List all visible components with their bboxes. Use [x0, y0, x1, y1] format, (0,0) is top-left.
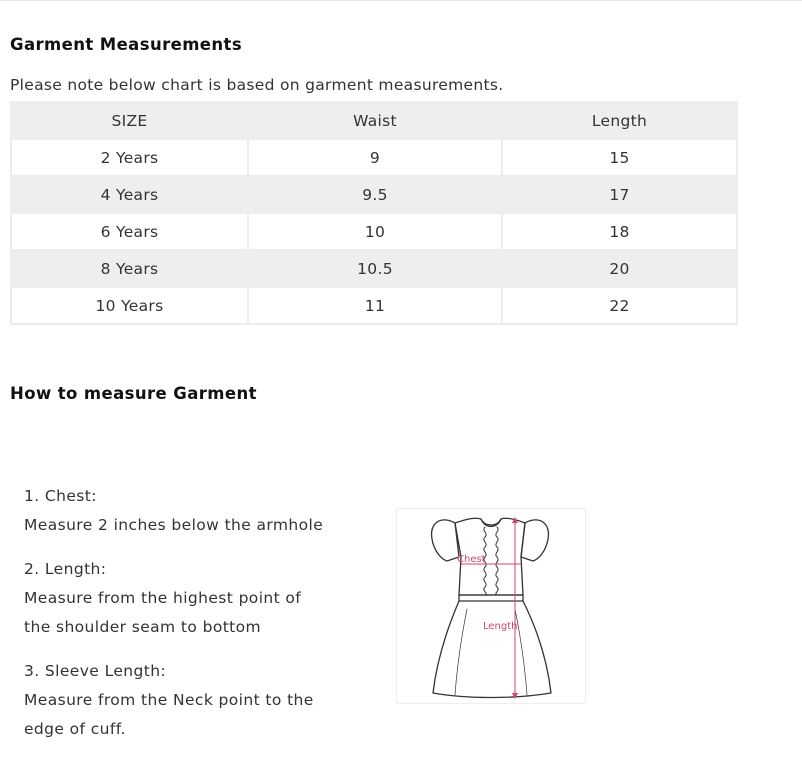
- size-chart-table: [10, 101, 738, 325]
- size-cell: 4 Years: [11, 176, 248, 213]
- garment-measurements-heading: Garment Measurements: [10, 35, 243, 54]
- measurement-diagram: [396, 508, 586, 704]
- top-divider: [0, 0, 802, 1]
- table-row: [11, 176, 737, 213]
- how-to-measure-heading: How to measure Garment: [10, 384, 257, 403]
- table-row: [11, 139, 737, 176]
- waist-cell: 9: [248, 139, 502, 176]
- instruction-text: Measure from the Neck point to the: [24, 691, 314, 709]
- table-row: [11, 213, 737, 250]
- instruction-text: edge of cuff.: [24, 720, 126, 738]
- instruction-title: 3. Sleeve Length:: [24, 662, 167, 680]
- waist-cell: 11: [248, 287, 502, 324]
- waist-cell: 10.5: [248, 250, 502, 287]
- measure-instructions: [24, 482, 384, 759]
- length-cell: 22: [502, 287, 737, 324]
- length-cell: 17: [502, 176, 737, 213]
- chest-label: Chest: [457, 554, 486, 565]
- table-row: [11, 287, 737, 324]
- instruction-title: 1. Chest:: [24, 487, 97, 505]
- instruction-text: Measure 2 inches below the armhole: [24, 516, 324, 534]
- instruction-text: the shoulder seam to bottom: [24, 618, 262, 636]
- size-cell: 6 Years: [11, 213, 248, 250]
- column-header-length: Length: [502, 102, 737, 139]
- size-cell: 8 Years: [11, 250, 248, 287]
- skirt-shape: [433, 601, 551, 698]
- waist-cell: 10: [248, 213, 502, 250]
- waist-cell: 9.5: [248, 176, 502, 213]
- length-cell: 20: [502, 250, 737, 287]
- dress-diagram-icon: [397, 509, 585, 703]
- instruction-title: 2. Length:: [24, 560, 107, 578]
- chart-note: Please note below chart is based on garment measurements.: [10, 76, 504, 94]
- table-header-row: [11, 102, 737, 139]
- instruction-text: Measure from the highest point of: [24, 589, 302, 607]
- waistband-shape: [459, 595, 523, 601]
- instruction-chest: [24, 482, 384, 540]
- length-cell: 15: [502, 139, 737, 176]
- column-header-size: SIZE: [11, 102, 248, 139]
- instruction-sleeve-length: [24, 657, 384, 744]
- size-cell: 10 Years: [11, 287, 248, 324]
- column-header-waist: Waist: [248, 102, 502, 139]
- size-cell: 2 Years: [11, 139, 248, 176]
- length-cell: 18: [502, 213, 737, 250]
- instruction-length: [24, 555, 384, 642]
- length-label: Length: [483, 621, 518, 632]
- table-row: [11, 250, 737, 287]
